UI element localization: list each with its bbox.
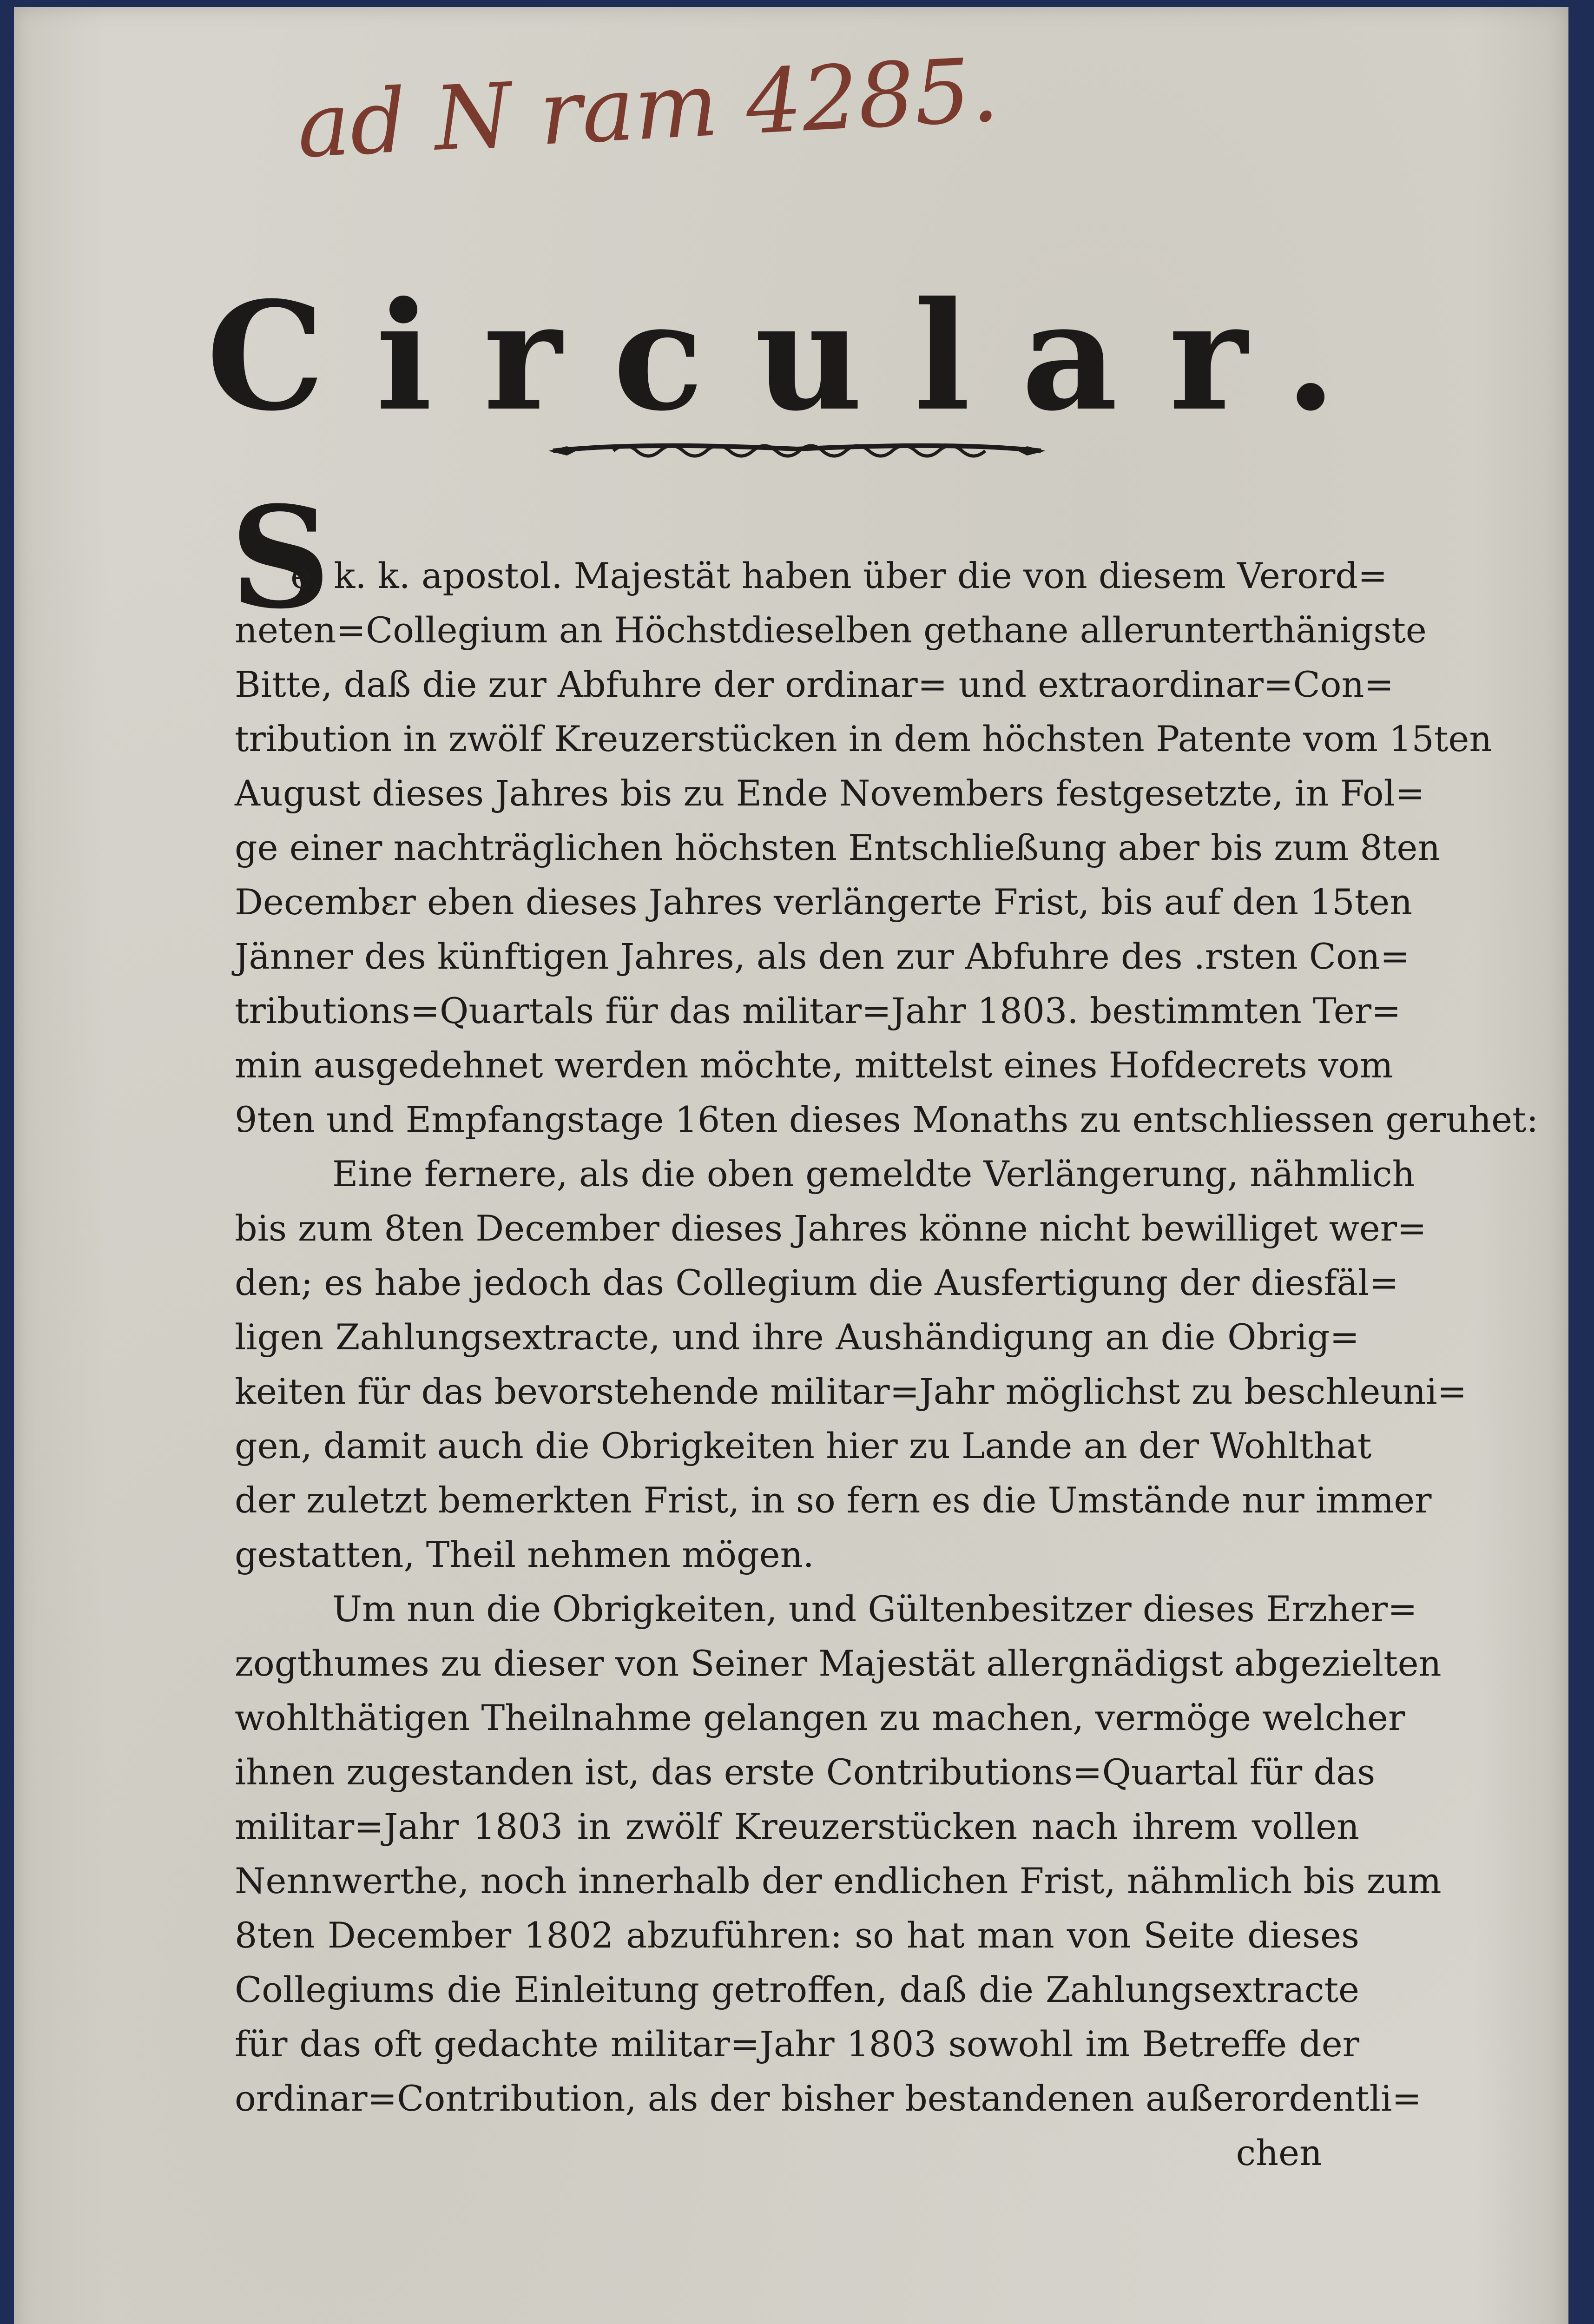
text-line: bis zum 8ten December dieses Jahres könne nicht bewilliget wer= <box>235 1208 1427 1249</box>
text-line: ihnen zugestanden ist, das erste Contributions=Quartal für das <box>235 1751 1376 1793</box>
text-line: tributions=Quartals für das militar=Jahr 1803. bestimmten Ter= <box>235 990 1401 1031</box>
body-text <box>235 548 1539 2180</box>
text-line: ordinar=Contribution, als der bisher bestandenen außerordentli= <box>235 2078 1422 2119</box>
text-line: für das oft gedachte militar=Jahr 1803 sowohl im Betreffe der <box>235 2023 1359 2065</box>
text-line: 9ten und Empfangstage 16ten dieses Monaths zu entschliessen geruhet: <box>235 1099 1539 1140</box>
text-line: Um nun die Obrigkeiten, und Gültenbesitzer dieses Erzher= <box>332 1588 1417 1630</box>
text-line: e. k. k. apostol. Majestät haben über die von diesem Verord= <box>290 555 1388 596</box>
text-line: Nennwerthe, noch innerhalb der endlichen Frist, nähmlich bis zum <box>235 1860 1442 1901</box>
title-ornament-flourish <box>548 432 1046 465</box>
text-line: 8ten December 1802 abzuführen: so hat man von Seite dieses <box>235 1915 1359 1956</box>
text-line: neten=Collegium an Höchstdieselben gethane allerunterthänigste <box>235 609 1427 651</box>
text-line: militar=Jahr 1803 in zwölf Kreuzerstücken nach ihrem vollen <box>235 1806 1359 1847</box>
catchword: chen <box>1236 2132 1322 2173</box>
text-line: keiten für das bevorstehende militar=Jahr möglichst zu beschleuni= <box>235 1371 1467 1412</box>
text-line: Collegiums die Einleitung getroffen, daß die Zahlungsextracte <box>235 1969 1359 2010</box>
text-line: den; es habe jedoch das Collegium die Ausfertigung der diesfäl= <box>235 1262 1399 1303</box>
document-title: Circular. <box>206 270 1388 444</box>
text-line: gestatten, Theil nehmen mögen. <box>235 1534 814 1575</box>
drop-cap-initial: S <box>230 475 331 640</box>
text-line: August dieses Jahres bis zu Ende Novembers festgesetzte, in Fol= <box>235 772 1425 814</box>
text-line: Decembεr eben dieses Jahres verlängerte Frist, bis auf den 15ten <box>235 881 1413 923</box>
text-line: Jänner des künftigen Jahres, als den zur Abfuhre des .rsten Con= <box>235 936 1410 977</box>
text-line: Eine fernere, als die oben gemeldte Verlängerung, nähmlich <box>332 1153 1415 1195</box>
text-line: gen, damit auch die Obrigkeiten hier zu Lande an der Wohlthat <box>235 1425 1372 1466</box>
text-line: tribution in zwölf Kreuzerstücken in dem höchsten Patente vom 15ten <box>235 718 1492 759</box>
text-line: wohlthätigen Theilnahme gelangen zu machen, vermöge welcher <box>235 1697 1405 1738</box>
text-line: der zuletzt bemerkten Frist, in so fern es die Umstände nur immer <box>235 1479 1432 1521</box>
text-line: min ausgedehnet werden möchte, mittelst eines Hofdecrets vom <box>235 1044 1393 1086</box>
text-line: zogthumes zu dieser von Seiner Majestät allergnädigst abgezielten <box>235 1643 1442 1684</box>
text-line: ge einer nachträglichen höchsten Entschließung aber bis zum 8ten <box>235 827 1441 868</box>
text-line: Bitte, daß die zur Abfuhre der ordinar= und extraordinar=Con= <box>235 664 1394 705</box>
handwritten-reference-note: ad N ram 4285. <box>295 38 1001 178</box>
text-line: ligen Zahlungsextracte, und ihre Aushändigung an die Obrig= <box>235 1316 1359 1358</box>
